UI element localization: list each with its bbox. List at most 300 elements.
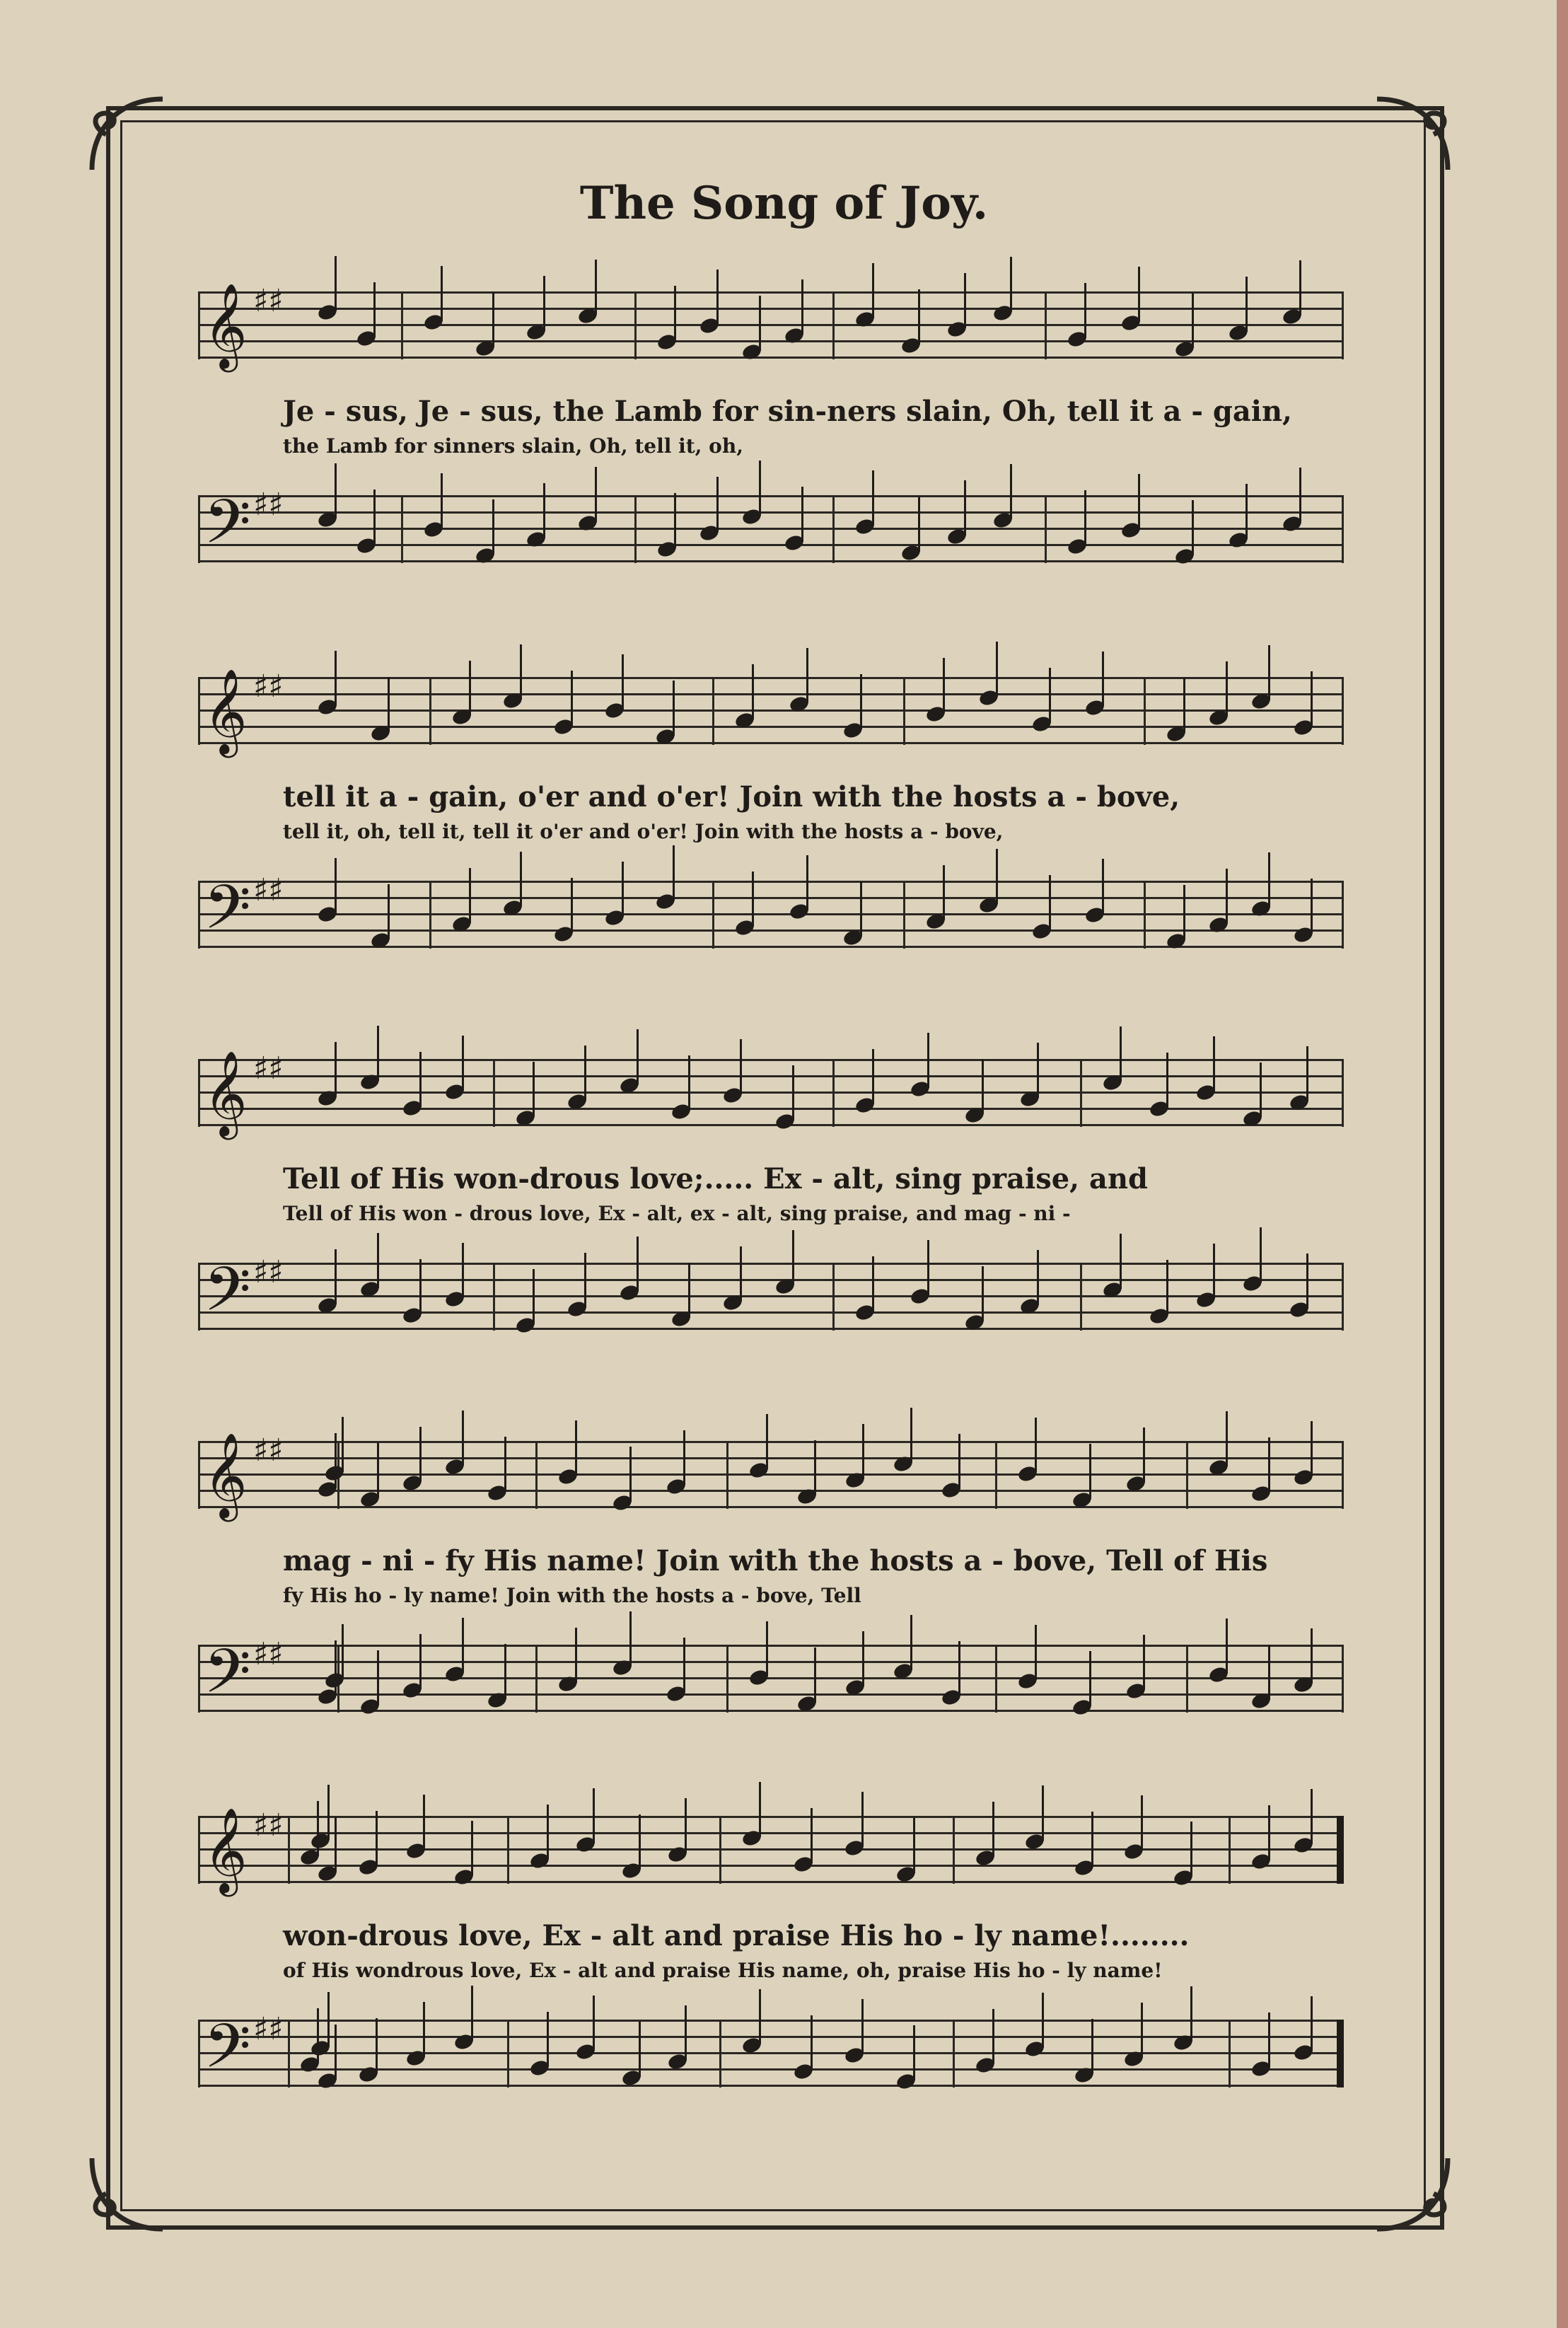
note-stem xyxy=(1084,283,1086,338)
barline xyxy=(953,2020,955,2087)
note-stem xyxy=(637,1029,639,1084)
alto-lyrics: the Lamb for sinners slain, Oh, tell it, oh, xyxy=(283,434,743,458)
note-stem xyxy=(872,470,874,526)
barline xyxy=(1342,677,1344,745)
note-stem xyxy=(996,642,998,697)
staff-line xyxy=(198,710,1344,712)
staff-line xyxy=(198,1645,1344,1647)
note-stem xyxy=(759,1989,761,2044)
barline xyxy=(429,677,431,745)
note-stem xyxy=(1311,1628,1313,1684)
barline xyxy=(726,1645,728,1713)
note-stem xyxy=(423,1795,425,1850)
note-stem xyxy=(1268,2013,1270,2068)
note-stem xyxy=(373,490,376,545)
note-stem xyxy=(740,1246,742,1302)
note-stem xyxy=(814,1647,816,1703)
note-stem xyxy=(335,1817,337,1872)
note-stem xyxy=(674,493,676,548)
note-stem xyxy=(806,648,808,703)
note-stem xyxy=(716,270,719,325)
barline xyxy=(995,1645,997,1713)
staff-line xyxy=(198,1059,1344,1061)
note-stem xyxy=(910,1615,912,1670)
barline xyxy=(198,1263,200,1331)
note-stem xyxy=(1037,1043,1039,1098)
note-stem xyxy=(913,2025,915,2080)
barline xyxy=(719,1816,721,1884)
note-stem xyxy=(1245,277,1248,332)
note-stem xyxy=(373,282,376,337)
barline xyxy=(1342,1645,1344,1713)
note-stem xyxy=(571,878,573,933)
staff-line xyxy=(198,1108,1344,1110)
key-signature-icon: ♯♯ xyxy=(253,283,284,319)
barline xyxy=(726,1441,728,1509)
treble-staff xyxy=(198,1050,1344,1136)
note-stem xyxy=(982,1059,984,1114)
note-stem xyxy=(1035,1418,1037,1473)
note-stem xyxy=(996,849,998,904)
note-stem xyxy=(637,1237,639,1292)
note-stem xyxy=(492,499,494,555)
key-signature-icon: ♯♯ xyxy=(253,2011,284,2047)
note-stem xyxy=(1091,2019,1093,2074)
note-stem xyxy=(992,1802,994,1857)
note-stem xyxy=(1268,1805,1270,1860)
note-stem xyxy=(1141,2003,1143,2058)
note-stem xyxy=(1226,661,1228,717)
note-stem xyxy=(520,644,522,700)
note-stem xyxy=(759,296,761,351)
treble-clef-icon: 𝄞 xyxy=(204,1807,248,1893)
staff-line xyxy=(198,1441,1344,1443)
staff-line xyxy=(198,560,1344,562)
note-stem xyxy=(872,263,874,318)
barline xyxy=(1342,291,1344,359)
note-stem xyxy=(861,1792,864,1847)
key-signature-icon: ♯♯ xyxy=(253,1432,284,1469)
note-stem xyxy=(1311,1789,1313,1844)
barline xyxy=(903,677,905,745)
barline xyxy=(493,1263,495,1331)
note-stem xyxy=(575,1628,577,1683)
note-stem xyxy=(595,260,597,315)
staff-line xyxy=(198,1328,1344,1330)
note-stem xyxy=(910,1408,912,1463)
note-stem xyxy=(759,461,761,516)
staff-line xyxy=(198,1693,1344,1696)
staff-line xyxy=(198,1816,1344,1818)
note-stem xyxy=(1120,1026,1122,1082)
barline xyxy=(712,881,714,949)
note-stem xyxy=(471,1986,473,2041)
note-stem xyxy=(376,2018,378,2073)
barline xyxy=(832,291,835,359)
corner-ornament-icon xyxy=(78,85,177,184)
note-stem xyxy=(629,1611,632,1667)
note-stem xyxy=(441,473,443,528)
bass-clef-icon: 𝄢 xyxy=(204,2010,251,2097)
note-stem xyxy=(685,2005,687,2061)
staff-line xyxy=(198,1124,1344,1126)
note-stem xyxy=(1042,1785,1044,1841)
key-signature-icon: ♯♯ xyxy=(253,1807,284,1843)
barline xyxy=(507,1816,509,1884)
note-stem xyxy=(673,845,675,900)
note-stem xyxy=(462,1411,464,1466)
note-stem xyxy=(377,1443,379,1498)
staff-line xyxy=(198,881,1344,883)
note-stem xyxy=(740,1039,742,1094)
treble-staff xyxy=(198,1807,1344,1893)
note-stem xyxy=(1141,1795,1143,1851)
note-stem xyxy=(792,1065,794,1120)
note-stem xyxy=(943,865,945,920)
note-stem xyxy=(335,2025,337,2080)
alto-lyrics: of His wondrous love, Ex - alt and praise His name, oh, praise His ho - ly name! xyxy=(283,1959,1163,1982)
note-stem xyxy=(1192,293,1194,348)
note-stem xyxy=(622,654,624,710)
note-stem xyxy=(327,1785,330,1840)
barline xyxy=(995,1441,997,1509)
note-stem xyxy=(593,1788,595,1843)
note-stem xyxy=(504,1644,506,1699)
barline xyxy=(1342,881,1344,949)
note-stem xyxy=(335,858,337,913)
staff-line xyxy=(198,1677,1344,1679)
treble-staff xyxy=(198,282,1344,369)
note-stem xyxy=(639,1814,641,1870)
barline xyxy=(198,495,200,563)
staff-line xyxy=(198,1457,1344,1459)
alto-lyrics: tell it, oh, tell it, tell it o'er and o'er! Join with the hosts a - bove, xyxy=(283,820,1004,843)
note-stem xyxy=(1226,1411,1228,1466)
note-stem xyxy=(1213,1244,1215,1299)
barline xyxy=(1342,1059,1344,1127)
note-stem xyxy=(388,884,390,939)
barline xyxy=(198,2020,200,2087)
staff-line xyxy=(198,913,1344,915)
note-stem xyxy=(342,1417,344,1472)
note-stem xyxy=(806,855,808,910)
key-signature-icon: ♯♯ xyxy=(253,1254,284,1290)
barline xyxy=(429,881,431,949)
note-stem xyxy=(964,273,966,328)
note-stem xyxy=(1183,678,1185,733)
note-stem xyxy=(462,1618,464,1673)
note-stem xyxy=(1183,885,1185,940)
note-stem xyxy=(1311,1996,1313,2051)
barline xyxy=(903,881,905,949)
barline xyxy=(198,291,200,359)
barline xyxy=(535,1645,538,1713)
note-stem xyxy=(471,1821,473,1876)
key-signature-icon: ♯♯ xyxy=(253,872,284,908)
barline xyxy=(198,881,200,949)
melody-lyrics: Tell of His won-drous love;..... Ex - alt, sing praise, and xyxy=(283,1162,1148,1195)
barline xyxy=(288,2020,290,2087)
note-stem xyxy=(593,1996,595,2051)
note-stem xyxy=(683,1430,685,1486)
note-stem xyxy=(673,681,675,736)
staff-line xyxy=(198,1661,1344,1663)
note-stem xyxy=(1102,652,1104,707)
barline xyxy=(493,1059,495,1127)
final-barline xyxy=(1337,2020,1344,2087)
note-stem xyxy=(1138,267,1140,322)
note-stem xyxy=(342,1624,344,1679)
note-stem xyxy=(492,292,494,347)
note-stem xyxy=(1268,1437,1270,1493)
note-stem xyxy=(377,1233,379,1288)
staff-line xyxy=(198,1091,1344,1094)
note-stem xyxy=(1311,671,1313,726)
staff-line xyxy=(198,2036,1344,2038)
note-stem xyxy=(1260,1062,1262,1118)
note-stem xyxy=(1260,1227,1262,1282)
note-stem xyxy=(1268,852,1270,908)
note-stem xyxy=(639,2022,641,2077)
note-stem xyxy=(1190,1986,1192,2042)
staff-line xyxy=(198,2085,1344,2087)
note-stem xyxy=(766,1414,768,1469)
note-stem xyxy=(1190,1822,1192,1877)
note-stem xyxy=(520,852,522,907)
note-stem xyxy=(1010,464,1012,519)
note-stem xyxy=(584,1046,586,1101)
melody-lyrics: tell it a - gain, o'er and o'er! Join with the hosts a - bove, xyxy=(283,780,1180,813)
barline xyxy=(288,1816,290,1884)
bass-staff xyxy=(198,871,1344,958)
staff-line xyxy=(198,742,1344,744)
note-stem xyxy=(1084,490,1086,545)
note-stem xyxy=(1245,484,1248,539)
staff-line xyxy=(198,677,1344,679)
melody-lyrics: Je - sus, Je - sus, the Lamb for sin-ners slain, Oh, tell it a - gain, xyxy=(283,395,1292,428)
note-stem xyxy=(377,1650,379,1706)
barline xyxy=(1080,1059,1082,1127)
barline xyxy=(1186,1645,1188,1713)
note-stem xyxy=(1311,1421,1313,1476)
note-stem xyxy=(688,1263,690,1318)
treble-clef-icon: 𝄞 xyxy=(204,282,248,369)
note-stem xyxy=(861,1999,864,2054)
note-stem xyxy=(688,1055,690,1111)
staff-line xyxy=(198,1881,1344,1883)
barline xyxy=(401,495,403,563)
note-stem xyxy=(1299,260,1301,315)
melody-lyrics: won-drous love, Ex - alt and praise His ho - ly name!........ xyxy=(283,1919,1190,1952)
note-stem xyxy=(1037,1250,1039,1305)
note-stem xyxy=(766,1621,768,1676)
treble-staff xyxy=(198,668,1344,754)
barline xyxy=(507,2020,509,2087)
note-stem xyxy=(1311,879,1313,934)
note-stem xyxy=(958,1434,960,1489)
page-edge xyxy=(1557,0,1568,2328)
note-stem xyxy=(1102,859,1104,914)
bass-clef-icon: 𝄢 xyxy=(204,1253,251,1340)
note-stem xyxy=(814,1440,816,1495)
barline xyxy=(634,495,637,563)
note-stem xyxy=(927,1033,929,1088)
staff-line xyxy=(198,1263,1344,1265)
barline xyxy=(719,2020,721,2087)
note-stem xyxy=(918,497,920,552)
key-signature-icon: ♯♯ xyxy=(253,668,284,705)
staff-line xyxy=(198,1279,1344,1281)
note-stem xyxy=(335,1042,337,1097)
note-stem xyxy=(860,674,862,729)
note-stem xyxy=(752,871,754,927)
note-stem xyxy=(964,480,966,535)
note-stem xyxy=(1089,1651,1091,1706)
note-stem xyxy=(872,1256,874,1311)
note-stem xyxy=(547,2012,549,2067)
note-stem xyxy=(377,1026,379,1081)
note-stem xyxy=(1166,1260,1168,1315)
alto-lyrics: Tell of His won - drous love, Ex - alt, ex - alt, sing praise, and mag - ni - xyxy=(283,1202,1071,1225)
note-stem xyxy=(575,1420,577,1476)
note-stem xyxy=(872,1049,874,1104)
note-stem xyxy=(335,256,337,311)
note-stem xyxy=(1049,668,1051,723)
key-signature-icon: ♯♯ xyxy=(253,1050,284,1087)
staff-line xyxy=(198,357,1344,359)
note-stem xyxy=(943,658,945,713)
staff-line xyxy=(198,324,1344,326)
note-stem xyxy=(1213,1036,1215,1091)
note-stem xyxy=(419,1427,422,1482)
note-stem xyxy=(811,1808,813,1863)
key-signature-icon: ♯♯ xyxy=(253,1636,284,1672)
note-stem xyxy=(685,1798,687,1853)
note-stem xyxy=(543,483,545,538)
hymn-title: The Song of Joy. xyxy=(579,177,989,230)
note-stem xyxy=(1042,1993,1044,2048)
note-stem xyxy=(683,1638,685,1693)
note-stem xyxy=(462,1243,464,1298)
barline xyxy=(198,1059,200,1127)
note-stem xyxy=(1143,1428,1145,1483)
barline xyxy=(198,1816,200,1884)
note-stem xyxy=(752,664,754,719)
treble-clef-icon: 𝄞 xyxy=(204,668,248,754)
barline xyxy=(1045,495,1047,563)
note-stem xyxy=(1268,645,1270,700)
barline xyxy=(535,1441,538,1509)
staff-line xyxy=(198,2020,1344,2022)
barline xyxy=(1144,881,1146,949)
note-stem xyxy=(571,671,573,726)
note-stem xyxy=(792,1230,794,1285)
staff-line xyxy=(198,897,1344,899)
bass-staff xyxy=(198,1253,1344,1340)
note-stem xyxy=(811,2015,813,2071)
note-stem xyxy=(533,1269,535,1324)
note-stem xyxy=(469,868,471,923)
barline xyxy=(832,1059,835,1127)
note-stem xyxy=(543,276,545,331)
alto-lyrics: fy His ho - ly name! Join with the hosts a - bove, Tell xyxy=(283,1584,861,1607)
note-stem xyxy=(388,677,390,732)
note-stem xyxy=(1306,1253,1308,1309)
note-stem xyxy=(1226,869,1228,924)
barline xyxy=(953,1816,955,1884)
note-stem xyxy=(1226,1618,1228,1674)
barline xyxy=(1229,2020,1231,2087)
staff-line xyxy=(198,528,1344,530)
note-stem xyxy=(860,881,862,937)
staff-line xyxy=(198,291,1344,294)
barline xyxy=(1342,495,1344,563)
note-stem xyxy=(992,2009,994,2064)
melody-lyrics: mag - ni - fy His name! Join with the hosts a - bove, Tell of His xyxy=(283,1544,1268,1577)
note-stem xyxy=(913,1818,915,1873)
note-stem xyxy=(504,1437,506,1492)
bass-staff xyxy=(198,1635,1344,1722)
staff-line xyxy=(198,1848,1344,1851)
staff-line xyxy=(198,930,1344,932)
barline xyxy=(198,1441,200,1509)
bass-staff xyxy=(198,2010,1344,2097)
note-stem xyxy=(1306,1046,1308,1101)
staff-line xyxy=(198,1473,1344,1476)
note-stem xyxy=(622,862,624,917)
barline xyxy=(1080,1263,1082,1331)
note-stem xyxy=(918,289,920,344)
note-stem xyxy=(716,477,719,532)
note-stem xyxy=(759,1782,761,1837)
barline xyxy=(712,677,714,745)
barline xyxy=(1342,1263,1344,1331)
note-stem xyxy=(862,1424,864,1479)
note-stem xyxy=(419,1634,422,1689)
barline xyxy=(832,495,835,563)
barline xyxy=(401,291,403,359)
note-stem xyxy=(629,1447,632,1502)
note-stem xyxy=(1089,1444,1091,1499)
barline xyxy=(1045,291,1047,359)
note-stem xyxy=(1166,1053,1168,1108)
barline xyxy=(634,291,637,359)
note-stem xyxy=(423,2002,425,2057)
corner-ornament-icon xyxy=(1363,85,1462,184)
staff-line xyxy=(198,495,1344,497)
note-stem xyxy=(595,467,597,522)
note-stem xyxy=(1010,257,1012,312)
note-stem xyxy=(1035,1625,1037,1680)
note-stem xyxy=(419,1259,422,1314)
staff-line xyxy=(198,1832,1344,1834)
barline xyxy=(198,1645,200,1713)
note-stem xyxy=(1049,875,1051,930)
final-barline xyxy=(1337,1816,1344,1884)
note-stem xyxy=(419,1052,422,1107)
corner-ornament-icon xyxy=(78,2144,177,2243)
barline xyxy=(832,1263,835,1331)
note-stem xyxy=(674,286,676,341)
staff-line xyxy=(198,2052,1344,2054)
barline xyxy=(1144,677,1146,745)
note-stem xyxy=(862,1631,864,1686)
note-stem xyxy=(801,487,803,542)
note-stem xyxy=(982,1266,984,1321)
note-stem xyxy=(335,1249,337,1304)
note-stem xyxy=(547,1805,549,1860)
corner-ornament-icon xyxy=(1363,2144,1462,2243)
